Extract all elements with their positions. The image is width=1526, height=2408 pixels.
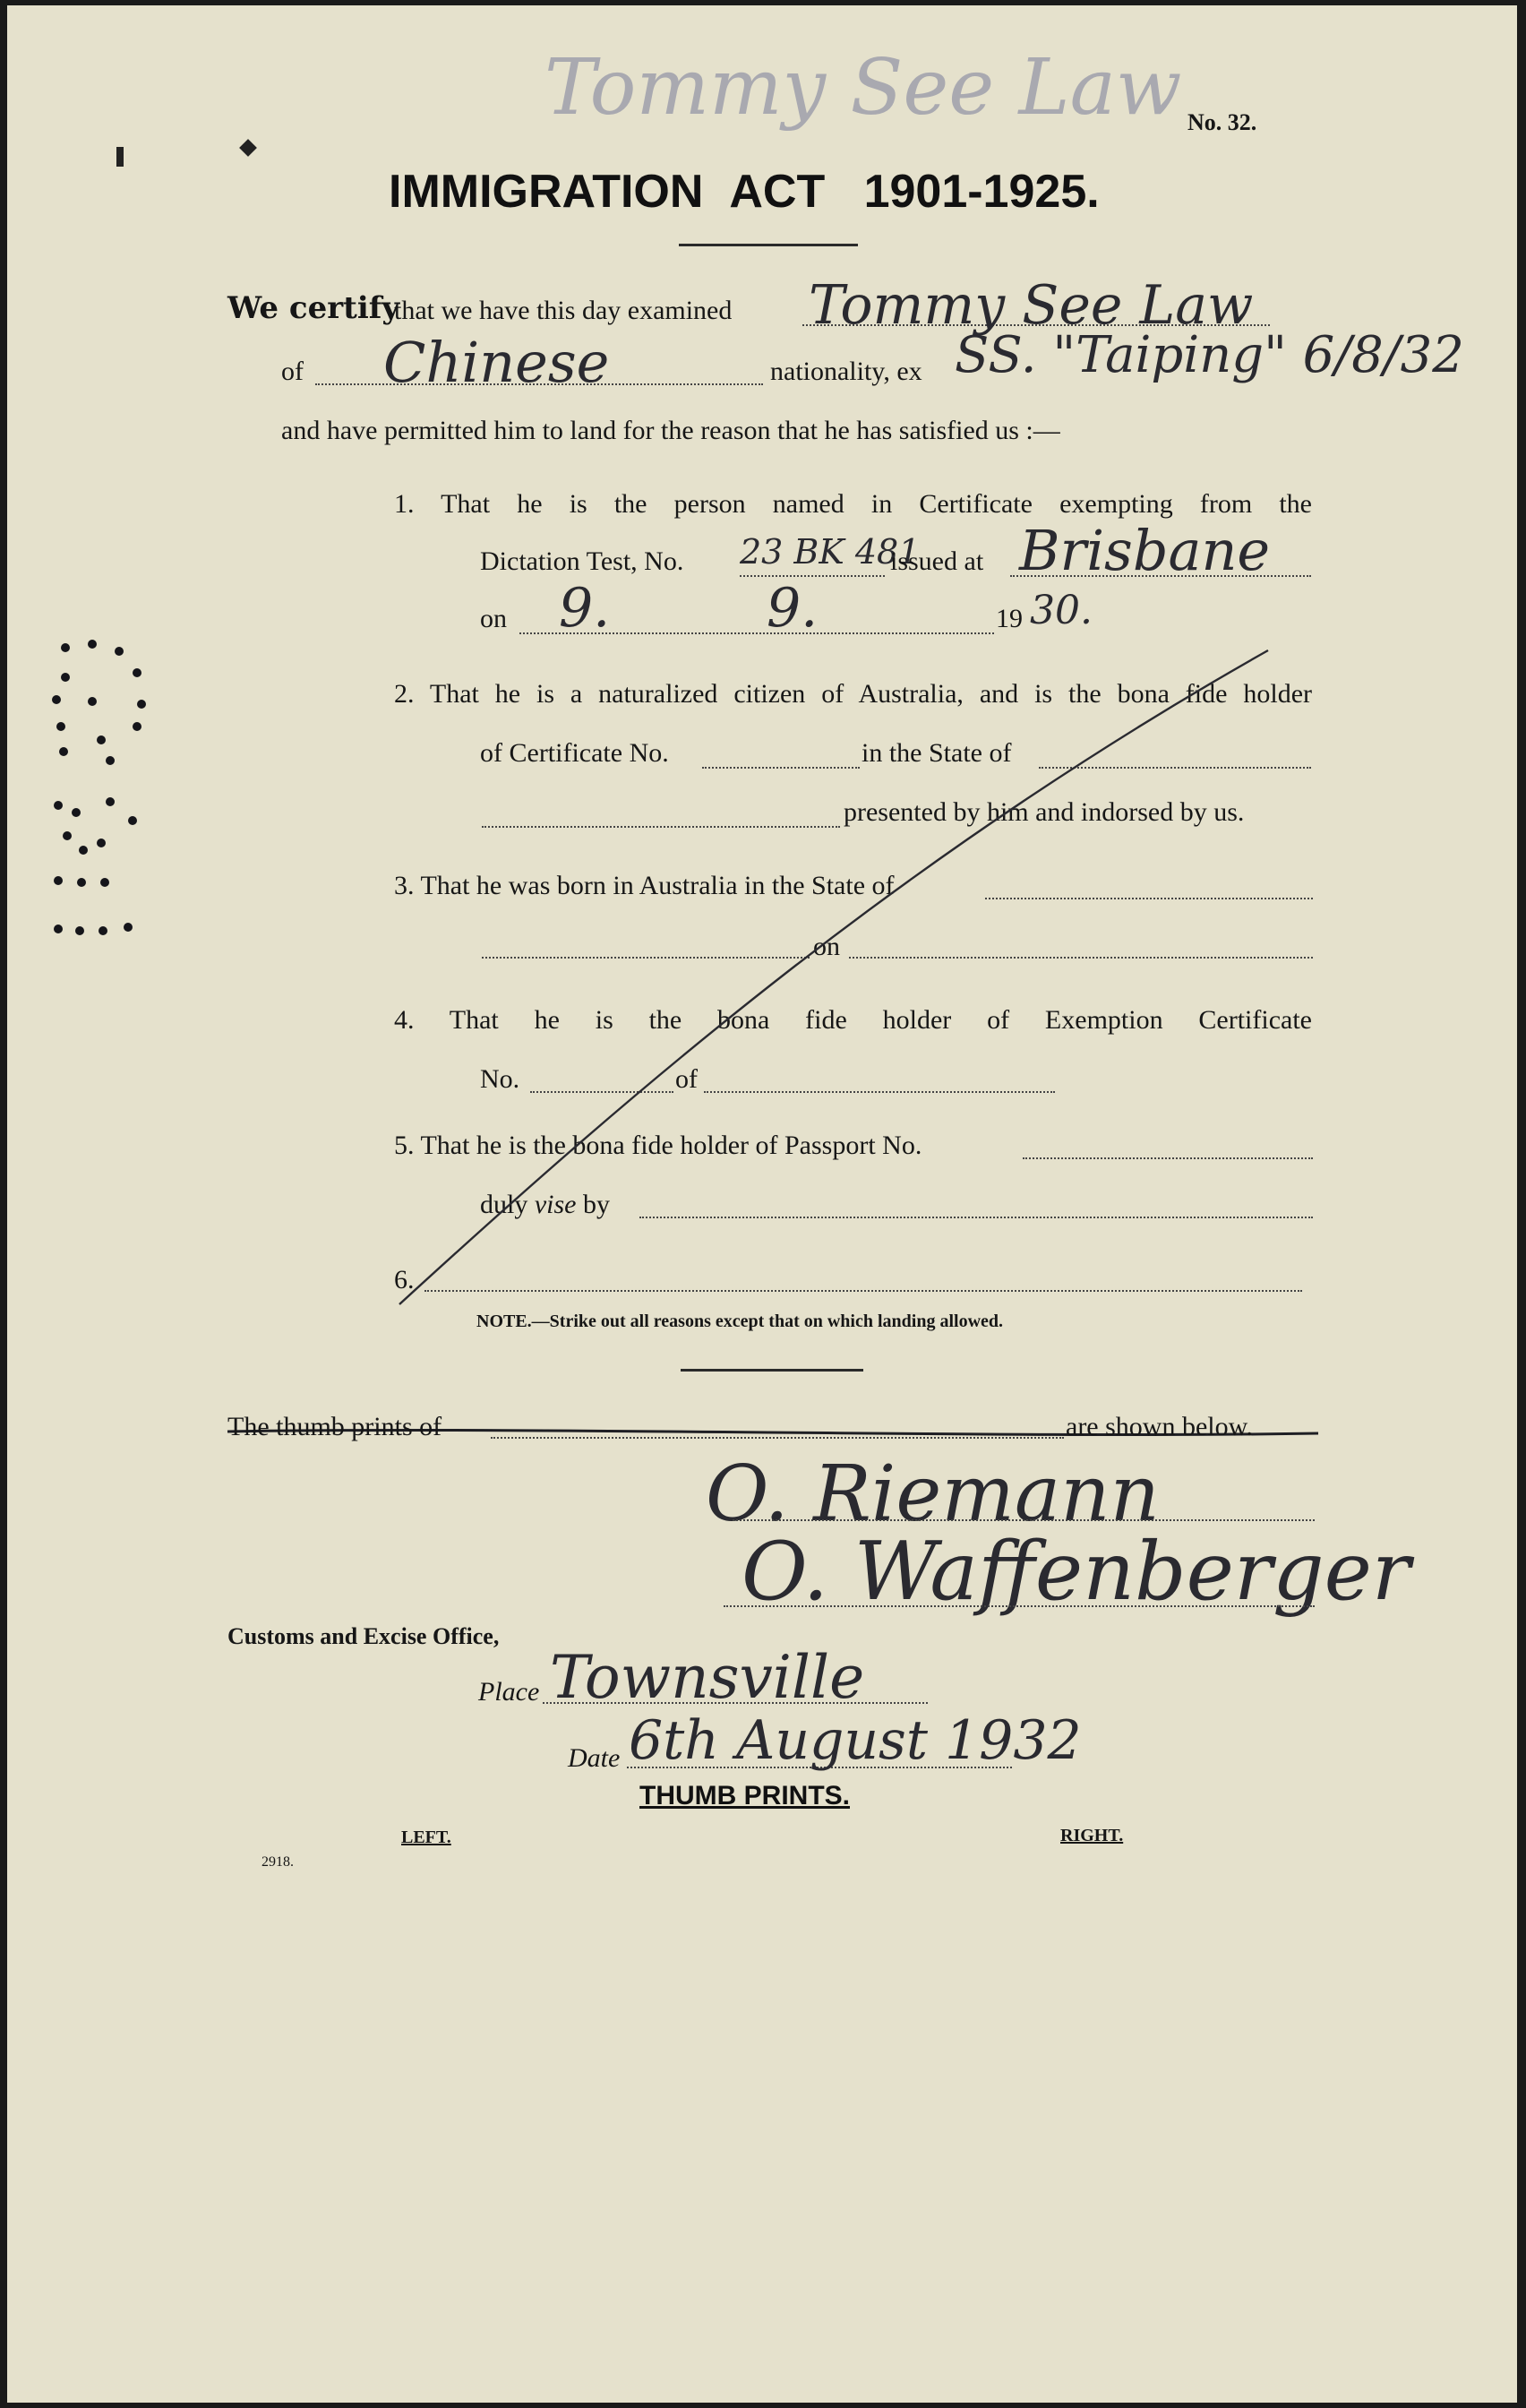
signature-2: O. Waffenberger	[742, 1525, 1410, 1619]
certify-lead: We certify	[227, 290, 400, 326]
reason-1-dictation: Dictation Test, No.	[480, 546, 684, 576]
reason-4-no: No.	[480, 1064, 520, 1094]
reason-1-19: 19	[996, 604, 1023, 633]
date-label: Date	[568, 1743, 621, 1773]
place-handwritten: Townsville	[550, 1643, 865, 1712]
dictation-no-handwritten: 23 BK 481	[740, 532, 921, 572]
reason-2-state: in the State of	[862, 738, 1012, 768]
on-day-handwritten: 9.	[559, 577, 611, 640]
signature-1: O. Riemann	[706, 1449, 1160, 1539]
reason-4-of: of	[675, 1064, 698, 1094]
on-month-handwritten: 9.	[767, 577, 819, 640]
permitted-text: and have permitted him to land for the reason that he has satisfied us :—	[281, 416, 1060, 445]
year-suffix-handwritten: 30.	[1030, 588, 1093, 633]
reason-1-issued: issued at	[890, 546, 984, 576]
reason-5-duly: duly vise by	[480, 1190, 610, 1219]
mid-rule	[681, 1369, 863, 1372]
document-sheet	[7, 5, 1517, 2403]
thumb-prints-of: The thumb prints of	[227, 1412, 442, 1441]
reason-3-line1: 3. That he was born in Australia in the State of	[394, 871, 895, 900]
signature-2-line	[724, 1605, 1315, 1607]
reason-3-on: on	[813, 932, 840, 961]
form-code: 2918.	[261, 1854, 294, 1870]
left-thumb-label: LEFT.	[401, 1828, 451, 1847]
top-handwritten-name: Tommy See Law	[544, 43, 1182, 133]
right-thumb-label: RIGHT.	[1060, 1826, 1124, 1845]
issued-at-handwritten: Brisbane	[1019, 518, 1271, 583]
ship-handwritten: SS. "Taiping" 6/8/32	[955, 326, 1464, 384]
reason-2-line1: 2. That he is a naturalized citizen of Australia, and is the bona fide holder	[394, 679, 1312, 709]
are-shown-below: are shown below.	[1066, 1412, 1253, 1441]
reason-1-on: on	[480, 604, 507, 633]
note-text: NOTE.—Strike out all reasons except that on which landing allowed.	[476, 1312, 1004, 1331]
reason-4-line1: 4. That he is the bona fide holder of Exemption Certificate	[394, 1005, 1312, 1035]
of-label: of	[281, 357, 304, 386]
nationality-handwritten: Chinese	[383, 330, 610, 395]
reason-5-line1: 5. That he is the bona fide holder of Passport No.	[394, 1131, 922, 1160]
reason-2-cert: of Certificate No.	[480, 738, 669, 768]
reason-2-presented: presented by him and indorsed by us.	[844, 797, 1245, 827]
page-title: IMMIGRATION ACT 1901-1925.	[389, 166, 1100, 218]
form-number: No. 32.	[1187, 109, 1257, 135]
nationality-label: nationality, ex	[770, 357, 922, 386]
customs-office: Customs and Excise Office,	[227, 1623, 500, 1649]
reason-1-line1: 1. That he is the person named in Certificate exempting from the	[394, 489, 1312, 519]
stray-mark	[116, 147, 124, 167]
certify-text: that we have this day examined	[394, 296, 733, 325]
date-handwritten: 6th August 1932	[629, 1709, 1082, 1772]
reason-6: 6.	[394, 1265, 415, 1294]
signature-1-line	[733, 1519, 1315, 1521]
place-label: Place	[478, 1677, 540, 1707]
thumb-prints-of-line	[491, 1437, 1064, 1439]
thumb-prints-heading: THUMB PRINTS.	[639, 1781, 850, 1810]
strike-through-overlay	[7, 5, 1517, 2403]
reasons-strike-line	[399, 650, 1268, 1304]
examined-name-handwritten: Tommy See Law	[809, 274, 1254, 337]
